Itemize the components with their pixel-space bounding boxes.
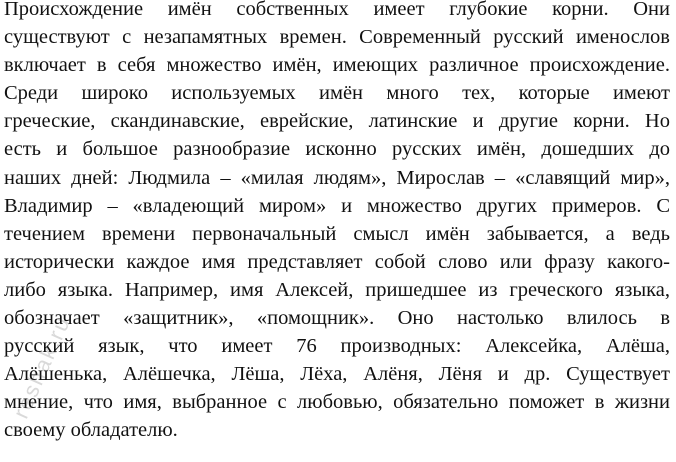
text-line: существуют с незапамятных времен. Современный русский именослов [4,26,670,49]
text-line: своему обладателю. [4,419,178,442]
text-line: есть и большое разнообразие исконно русских имён, дошедших до [4,138,670,161]
text-line: либо языка. Например, имя Алексей, пришедшее из греческого языка, [4,278,670,301]
text-line: течением времени первоначальный смысл имён забывается, а ведь [4,222,670,245]
text-line: русский язык, что имеет 76 производных: Алексейка, Алёша, [4,335,670,358]
text-line: наших дней: Людмила – «милая людям», Мирослав – «славящий мир», [4,166,670,189]
text-line: Происхождение имён собственных имеет глубокие корни. Они [4,0,670,20]
watermark: reshak.ru [8,311,76,423]
text-line: обозначает «защитник», «помощник». Оно настолько влилось в [4,307,670,330]
text-line: Владимир – «владеющий миром» и множество других примеров. С [4,194,670,217]
text-line: Среди широко используемых имён много тех, которые имеют [4,82,670,105]
text-line: Алёшенька, Алёшечка, Лёша, Лёха, Алёня, Лёня и др. Существует [4,363,670,386]
text-line: включает в себя множество имён, имеющих различное происхождение. [4,54,670,77]
paragraph [4,0,670,445]
text-line: мнение, что имя, выбранное с любовью, обязательно поможет в жизни [4,391,670,414]
text-line: греческие, скандинавские, еврейские, латинские и другие корни. Но [4,110,670,133]
text-line: исторически каждое имя представляет собой слово или фразу какого- [4,250,670,273]
